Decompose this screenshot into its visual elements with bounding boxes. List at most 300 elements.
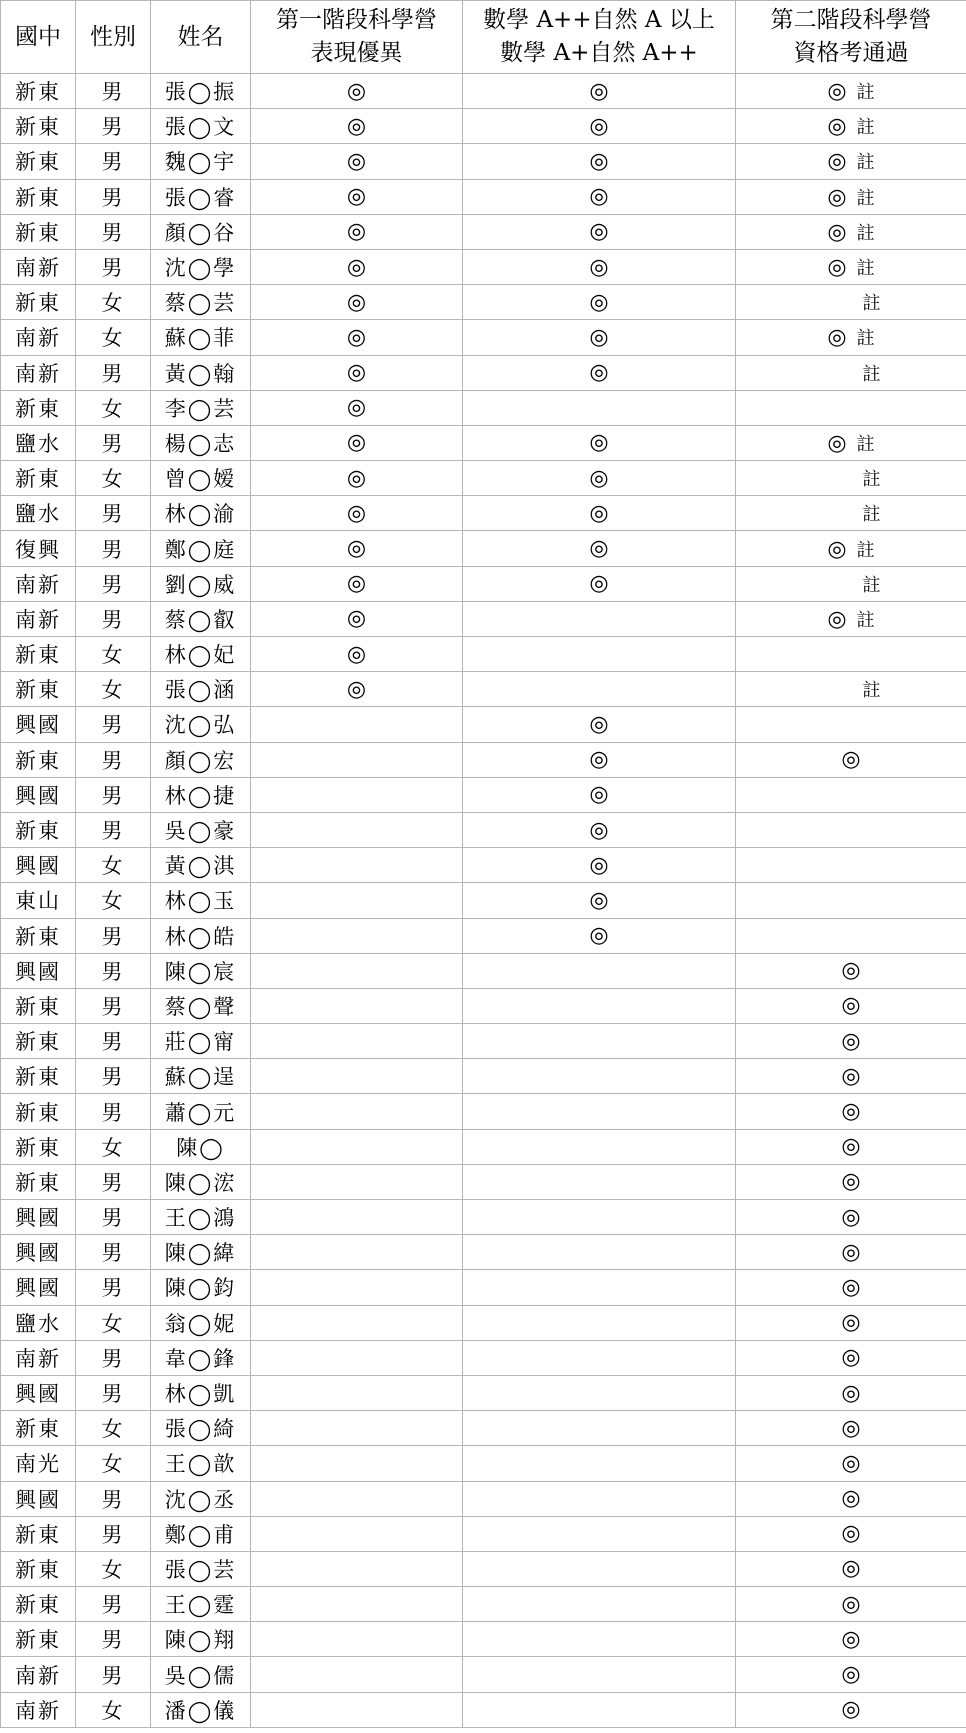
school-cell: 興國	[1, 1235, 76, 1270]
school-cell: 東山	[1, 883, 76, 918]
stage1-cell	[251, 179, 463, 214]
name-cell: 林◯妃	[151, 637, 251, 672]
stage2-cell	[736, 1692, 966, 1727]
gender-cell: 男	[76, 1622, 151, 1657]
stage1-cell	[251, 601, 463, 636]
gender-cell: 女	[76, 672, 151, 707]
grades-cell	[463, 1551, 736, 1586]
stage1-cell	[251, 707, 463, 742]
stage2-mark: ◎	[841, 747, 861, 773]
stage1-cell	[251, 988, 463, 1023]
note-label: 註	[856, 222, 875, 244]
stage1-cell	[251, 566, 463, 601]
gender-cell: 男	[76, 179, 151, 214]
grades-cell	[463, 1340, 736, 1375]
header-stage1-line2: 表現優異	[310, 40, 403, 66]
gender-cell: 女	[76, 390, 151, 425]
grades-cell	[463, 1446, 736, 1481]
stage1-cell	[251, 390, 463, 425]
grades-cell	[463, 988, 736, 1023]
stage2-cell	[736, 531, 966, 566]
stage1-mark: ◎	[346, 324, 367, 350]
stage2-cell	[736, 1200, 966, 1235]
stage1-mark: ◎	[346, 148, 367, 174]
stage2-cell	[736, 1235, 966, 1270]
stage1-cell	[251, 1094, 463, 1129]
grades-mark: ◎	[589, 571, 609, 597]
gender-cell: 男	[76, 1235, 151, 1270]
stage2-cell	[736, 953, 966, 988]
stage1-mark: ◎	[346, 571, 367, 597]
table-row	[1, 390, 966, 425]
note-label: 註	[862, 363, 881, 385]
school-cell: 南新	[1, 1340, 76, 1375]
stage2-cell	[736, 1657, 966, 1692]
grades-mark: ◎	[589, 852, 609, 878]
stage1-cell	[251, 1587, 463, 1622]
grades-cell	[463, 496, 736, 531]
name-cell: 陳◯鈞	[151, 1270, 251, 1305]
table-row	[1, 1587, 966, 1622]
school-cell: 南新	[1, 566, 76, 601]
grades-cell	[463, 1270, 736, 1305]
name-cell: 陳◯宸	[151, 953, 251, 988]
name-cell: 沈◯學	[151, 249, 251, 284]
stage2-mark: ◎	[841, 1239, 861, 1265]
stage1-cell	[251, 531, 463, 566]
name-cell: 林◯渝	[151, 496, 251, 531]
table-row	[1, 320, 966, 355]
stage2-mark: ◎	[841, 1697, 861, 1723]
note-label: 註	[862, 574, 881, 596]
stage2-cell	[736, 988, 966, 1023]
gender-cell: 女	[76, 848, 151, 883]
stage2-mark: ◎	[827, 606, 847, 632]
stage2-cell	[736, 214, 966, 249]
grades-cell	[463, 1481, 736, 1516]
grades-cell	[463, 1305, 736, 1340]
name-cell: 韋◯鋒	[151, 1340, 251, 1375]
grades-cell	[463, 74, 736, 109]
stage1-mark: ◎	[346, 430, 367, 456]
stage2-cell	[736, 1622, 966, 1657]
stage2-cell	[736, 812, 966, 847]
table-row	[1, 1375, 966, 1410]
stage1-cell	[251, 1200, 463, 1235]
gender-cell: 男	[76, 918, 151, 953]
table-row	[1, 249, 966, 284]
stage2-mark: ◎	[841, 1028, 861, 1054]
school-cell: 鹽水	[1, 1305, 76, 1340]
table-row	[1, 1340, 966, 1375]
grades-mark: ◎	[589, 360, 609, 386]
stage1-cell	[251, 1657, 463, 1692]
name-cell: 潘◯儀	[151, 1692, 251, 1727]
stage2-cell	[736, 918, 966, 953]
grades-mark: ◎	[589, 113, 609, 139]
stage1-cell	[251, 109, 463, 144]
stage2-cell	[736, 74, 966, 109]
school-cell: 南新	[1, 249, 76, 284]
stage2-mark: ◎	[841, 1204, 861, 1230]
gender-cell: 女	[76, 1411, 151, 1446]
stage1-mark: ◎	[346, 184, 367, 210]
stage1-cell	[251, 812, 463, 847]
name-cell: 吳◯豪	[151, 812, 251, 847]
stage2-mark: ◎	[841, 1134, 861, 1160]
grades-cell	[463, 953, 736, 988]
school-cell: 興國	[1, 1481, 76, 1516]
gender-cell: 男	[76, 601, 151, 636]
gender-cell: 男	[76, 777, 151, 812]
grades-cell	[463, 144, 736, 179]
note-label: 註	[856, 609, 875, 631]
stage2-cell	[736, 883, 966, 918]
grades-cell	[463, 672, 736, 707]
school-cell: 新東	[1, 1094, 76, 1129]
stage1-mark: ◎	[346, 641, 367, 667]
stage2-cell	[736, 1446, 966, 1481]
grades-cell	[463, 390, 736, 425]
table-row	[1, 707, 966, 742]
school-cell: 新東	[1, 742, 76, 777]
header-stage2-line1: 第二階段科學營	[770, 7, 932, 33]
school-cell: 新東	[1, 144, 76, 179]
school-cell: 興國	[1, 953, 76, 988]
stage2-mark: ◎	[841, 1486, 861, 1512]
stage2-cell	[736, 425, 966, 460]
grades-cell	[463, 461, 736, 496]
stage1-cell	[251, 953, 463, 988]
grades-cell	[463, 320, 736, 355]
stage2-mark: ◎	[827, 219, 847, 245]
stage1-cell	[251, 1446, 463, 1481]
note-label: 註	[856, 187, 875, 209]
grades-cell	[463, 109, 736, 144]
grades-mark: ◎	[589, 817, 609, 843]
table-body	[1, 74, 966, 1728]
school-cell: 新東	[1, 285, 76, 320]
school-cell: 新東	[1, 988, 76, 1023]
grades-mark: ◎	[589, 536, 609, 562]
stage1-cell	[251, 742, 463, 777]
school-cell: 新東	[1, 1059, 76, 1094]
stage1-cell	[251, 1164, 463, 1199]
stage2-cell	[736, 1587, 966, 1622]
stage1-cell	[251, 1270, 463, 1305]
stage2-mark: ◎	[841, 1450, 861, 1476]
name-cell: 蕭◯元	[151, 1094, 251, 1129]
gender-cell: 女	[76, 285, 151, 320]
grades-cell	[463, 214, 736, 249]
name-cell: 張◯睿	[151, 179, 251, 214]
gender-cell: 男	[76, 1094, 151, 1129]
grades-mark: ◎	[589, 887, 609, 913]
stage2-cell	[736, 144, 966, 179]
stage2-mark: ◎	[841, 1521, 861, 1547]
grades-cell	[463, 1059, 736, 1094]
stage1-cell	[251, 672, 463, 707]
grades-mark: ◎	[589, 148, 609, 174]
gender-cell: 男	[76, 1657, 151, 1692]
gender-cell: 女	[76, 1305, 151, 1340]
name-cell: 陳◯浤	[151, 1164, 251, 1199]
table-row	[1, 1411, 966, 1446]
stage1-cell	[251, 883, 463, 918]
grades-mark: ◎	[589, 254, 609, 280]
note-label: 註	[856, 328, 875, 350]
stage2-cell	[736, 1516, 966, 1551]
grades-mark: ◎	[589, 289, 609, 315]
grades-cell	[463, 1692, 736, 1727]
stage2-mark: ◎	[827, 430, 847, 456]
name-cell: 蔡◯聲	[151, 988, 251, 1023]
gender-cell: 女	[76, 1692, 151, 1727]
grades-mark: ◎	[589, 430, 609, 456]
name-cell: 黃◯淇	[151, 848, 251, 883]
stage1-cell	[251, 425, 463, 460]
stage1-mark: ◎	[346, 606, 367, 632]
header-grades-line1: 數學 A++自然 A 以上	[483, 7, 715, 33]
school-cell: 新東	[1, 812, 76, 847]
stage2-cell	[736, 566, 966, 601]
grades-cell	[463, 566, 736, 601]
stage2-mark: ◎	[827, 79, 847, 105]
table-row	[1, 74, 966, 109]
stage2-mark: ◎	[841, 1063, 861, 1089]
gender-cell: 男	[76, 425, 151, 460]
stage2-cell	[736, 1094, 966, 1129]
name-cell: 鄭◯庭	[151, 531, 251, 566]
stage2-mark: ◎	[841, 1310, 861, 1336]
table-row	[1, 1446, 966, 1481]
stage2-mark: ◎	[841, 1345, 861, 1371]
stage2-cell	[736, 777, 966, 812]
table-row	[1, 812, 966, 847]
gender-cell: 男	[76, 144, 151, 179]
grades-cell	[463, 355, 736, 390]
stage2-cell	[736, 707, 966, 742]
stage1-cell	[251, 1481, 463, 1516]
name-cell: 顏◯宏	[151, 742, 251, 777]
gender-cell: 男	[76, 496, 151, 531]
gender-cell: 男	[76, 74, 151, 109]
stage2-mark: ◎	[841, 993, 861, 1019]
gender-cell: 男	[76, 953, 151, 988]
stage2-cell	[736, 1340, 966, 1375]
table-row	[1, 601, 966, 636]
grades-cell	[463, 812, 736, 847]
stage2-cell	[736, 461, 966, 496]
header-stage1	[251, 1, 463, 74]
stage2-cell	[736, 1164, 966, 1199]
grades-cell	[463, 1375, 736, 1410]
name-cell: 沈◯丞	[151, 1481, 251, 1516]
stage2-mark: ◎	[841, 1662, 861, 1688]
school-cell: 新東	[1, 74, 76, 109]
header-name: 姓名	[151, 1, 251, 74]
school-cell: 新東	[1, 1024, 76, 1059]
table-row	[1, 1657, 966, 1692]
stage1-mark: ◎	[346, 465, 367, 491]
name-cell: 王◯霆	[151, 1587, 251, 1622]
school-cell: 南光	[1, 1446, 76, 1481]
stage2-cell	[736, 672, 966, 707]
stage1-cell	[251, 285, 463, 320]
stage1-cell	[251, 496, 463, 531]
table-row	[1, 953, 966, 988]
table-row	[1, 1094, 966, 1129]
stage2-mark: ◎	[827, 149, 847, 175]
table-row	[1, 1059, 966, 1094]
school-cell: 新東	[1, 1129, 76, 1164]
stage1-mark: ◎	[346, 676, 367, 702]
stage1-cell	[251, 1551, 463, 1586]
school-cell: 興國	[1, 1200, 76, 1235]
grades-cell	[463, 848, 736, 883]
stage1-cell	[251, 777, 463, 812]
stage2-cell	[736, 742, 966, 777]
grades-cell	[463, 1411, 736, 1446]
table-row	[1, 742, 966, 777]
table-row	[1, 144, 966, 179]
name-cell: 沈◯弘	[151, 707, 251, 742]
stage2-cell	[736, 109, 966, 144]
name-cell: 王◯鴻	[151, 1200, 251, 1235]
note-label: 註	[856, 258, 875, 280]
grades-cell	[463, 601, 736, 636]
stage1-cell	[251, 637, 463, 672]
stage2-cell	[736, 179, 966, 214]
grades-mark: ◎	[589, 465, 609, 491]
stage2-cell	[736, 848, 966, 883]
stage1-cell	[251, 1024, 463, 1059]
header-row	[1, 1, 966, 74]
name-cell: 黃◯翰	[151, 355, 251, 390]
name-cell: 蔡◯芸	[151, 285, 251, 320]
note-label: 註	[856, 539, 875, 561]
header-stage1-line1: 第一階段科學營	[276, 7, 437, 33]
school-cell: 新東	[1, 214, 76, 249]
stage1-cell	[251, 355, 463, 390]
stage1-mark: ◎	[346, 113, 367, 139]
grades-cell	[463, 1516, 736, 1551]
table-row	[1, 883, 966, 918]
table-row	[1, 355, 966, 390]
gender-cell: 男	[76, 1059, 151, 1094]
school-cell: 南新	[1, 1657, 76, 1692]
table-row	[1, 1692, 966, 1727]
name-cell: 莊◯甯	[151, 1024, 251, 1059]
table-row	[1, 214, 966, 249]
stage1-mark: ◎	[346, 78, 367, 104]
stage1-mark: ◎	[346, 254, 367, 280]
grades-mark: ◎	[589, 782, 609, 808]
table-row	[1, 496, 966, 531]
table-row	[1, 918, 966, 953]
header-stage2-line2: 資格考通過	[793, 40, 909, 66]
gender-cell: 男	[76, 531, 151, 566]
name-cell: 張◯涵	[151, 672, 251, 707]
gender-cell: 男	[76, 1375, 151, 1410]
stage2-cell	[736, 390, 966, 425]
grades-cell	[463, 918, 736, 953]
stage2-cell	[736, 496, 966, 531]
grades-mark: ◎	[589, 78, 609, 104]
school-cell: 復興	[1, 531, 76, 566]
gender-cell: 男	[76, 1481, 151, 1516]
name-cell: 陳◯	[151, 1129, 251, 1164]
gender-cell: 女	[76, 637, 151, 672]
table-row	[1, 1235, 966, 1270]
stage2-cell	[736, 1481, 966, 1516]
table-row	[1, 461, 966, 496]
stage1-cell	[251, 1692, 463, 1727]
note-label: 註	[862, 469, 881, 491]
grades-mark: ◎	[589, 923, 609, 949]
gender-cell: 男	[76, 214, 151, 249]
school-cell: 興國	[1, 1375, 76, 1410]
table-row	[1, 1024, 966, 1059]
school-cell: 興國	[1, 848, 76, 883]
table-row	[1, 1481, 966, 1516]
school-cell: 新東	[1, 1516, 76, 1551]
stage2-cell	[736, 355, 966, 390]
name-cell: 蔡◯叡	[151, 601, 251, 636]
table-row	[1, 1129, 966, 1164]
stage2-cell	[736, 1551, 966, 1586]
stage2-mark: ◎	[841, 1556, 861, 1582]
grades-cell	[463, 1024, 736, 1059]
stage1-cell	[251, 1340, 463, 1375]
table-row	[1, 1270, 966, 1305]
gender-cell: 男	[76, 109, 151, 144]
school-cell: 鹽水	[1, 425, 76, 460]
stage1-cell	[251, 461, 463, 496]
school-cell: 新東	[1, 390, 76, 425]
gender-cell: 男	[76, 249, 151, 284]
note-label: 註	[856, 433, 875, 455]
gender-cell: 男	[76, 742, 151, 777]
table-row	[1, 1516, 966, 1551]
name-cell: 魏◯宇	[151, 144, 251, 179]
grades-cell	[463, 742, 736, 777]
table-row	[1, 1622, 966, 1657]
gender-cell: 男	[76, 566, 151, 601]
gender-cell: 男	[76, 355, 151, 390]
grades-mark: ◎	[589, 500, 609, 526]
stage2-mark: ◎	[841, 1169, 861, 1195]
name-cell: 張◯振	[151, 74, 251, 109]
school-cell: 興國	[1, 777, 76, 812]
note-label: 註	[862, 504, 881, 526]
name-cell: 翁◯妮	[151, 1305, 251, 1340]
name-cell: 張◯芸	[151, 1551, 251, 1586]
grades-cell	[463, 637, 736, 672]
header-stage2	[736, 1, 966, 74]
stage1-cell	[251, 1129, 463, 1164]
stage2-mark: ◎	[841, 1415, 861, 1441]
table-row	[1, 1164, 966, 1199]
gender-cell: 女	[76, 1551, 151, 1586]
stage1-cell	[251, 1516, 463, 1551]
grades-cell	[463, 883, 736, 918]
header-gender: 性別	[76, 1, 151, 74]
table-row	[1, 285, 966, 320]
stage2-mark: ◎	[827, 255, 847, 281]
school-cell: 新東	[1, 1164, 76, 1199]
stage2-mark: ◎	[841, 1591, 861, 1617]
